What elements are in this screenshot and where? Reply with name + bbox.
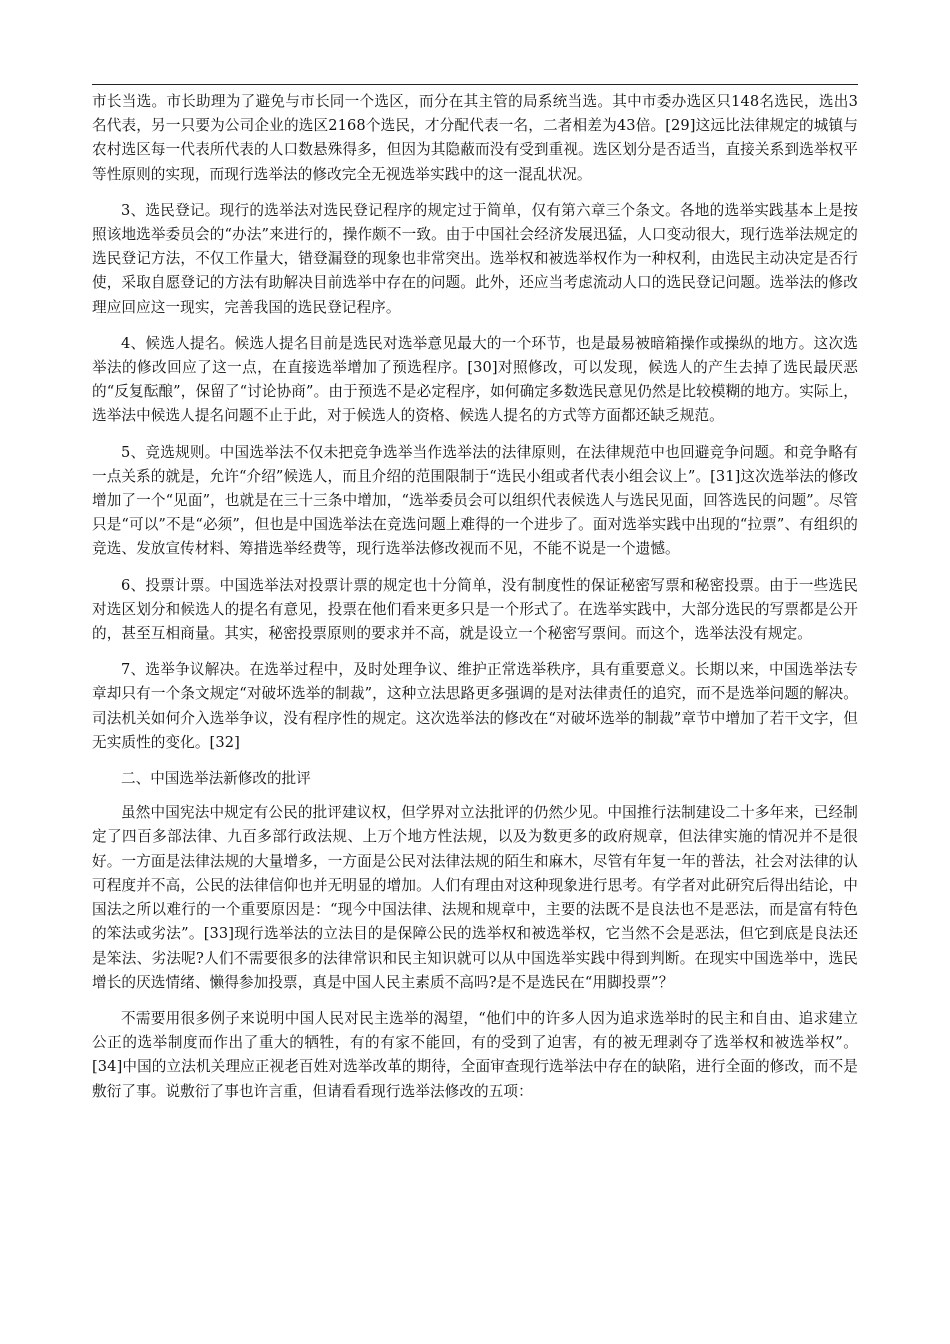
- document-body: [92, 90, 858, 1116]
- paragraph-criticism-2: 不需要用很多例子来说明中国人民对民主选举的渴望，“他们中的许多人因为追求选举时的民主和自由、追求建立公正的选举制度而作出了重大的牺牲，有的有家不能回，有的受到了迫害，有的被无理剥夺了选举权和被选举权”。[34]中国的立法机关理应正视老百姓对选举改革的期待，全面审查现行选举法中存在的缺陷，进行全面的修改，而不是敷衍了事。说敷衍了事也许言重，但请看看现行选举法修改的五项：: [92, 1009, 858, 1100]
- paragraph-voter-registration: 3、选民登记。现行的选举法对选民登记程序的规定过于简单，仅有第六章三个条文。各地的选举实践基本上是按照该地选举委员会的“办法”来进行的，操作颇不一致。由于中国社会经济发展迅猛，人口变动很大，现行选举法规定的选民登记方法，不仅工作量大，错登漏登的现象也非常突出。选举权和被选举权作为一种权利，由选民主动决定是否行使，采取自愿登记的方法有助解决目前选举中存在的问题。此外，还应当考虑流动人口的选民登记问题。选举法的修改理应回应这一现实，完善我国的选民登记程序。: [92, 201, 858, 316]
- paragraph-candidate-nomination: 4、候选人提名。候选人提名目前是选民对选举意见最大的一个环节，也是最易被暗箱操作或操纵的地方。这次选举法的修改回应了这一点，在直接选举增加了预选程序。[30]对照修改，可以发现，候选人的产生去掉了选民最厌恶的“反复酝酿”，保留了“讨论协商”。由于预选不是必定程序，如何确定多数选民意见仍然是比较模糊的地方。实际上，选举法中候选人提名问题不止于此，对于候选人的资格、候选人提名的方式等方面都还缺乏规范。: [92, 334, 858, 425]
- paragraph-criticism-1: 虽然中国宪法中规定有公民的批评建议权，但学界对立法批评的仍然少见。中国推行法制建设二十多年来，已经制定了四百多部法律、九百多部行政法规、上万个地方性法规，以及为数更多的政府规章，但法律实施的情况并不是很好。一方面是法律法规的大量增多，一方面是公民对法律法规的陌生和麻木，尽管有年复一年的普法，社会对法律的认可程度并不高，公民的法律信仰也并无明显的增加。人们有理由对这种现象进行思考。有学者对此研究后得出结论，中国法之所以难行的一个重要原因是：“现今中国法律、法规和规章中，主要的法既不是良法也不是恶法，而是富有特色的笨法或劣法”。[33]现行选举法的立法目的是保障公民的选举权和被选举权，它当然不会是恶法，但它到底是良法还是笨法、劣法呢?人们不需要很多的法律常识和民主知识就可以从中国选举实践中得到判断。在现实中国选举中，选民增长的厌选情绪、懒得参加投票，真是中国人民主素质不高吗?是不是选民在“用脚投票”？: [92, 804, 858, 991]
- paragraph-dispute-resolution: 7、选举争议解决。在选举过程中，及时处理争议、维护正常选举秩序，具有重要意义。长期以来，中国选举法专章却只有一个条文规定“对破坏选举的制裁”，这种立法思路更多强调的是对法律责任的追究，而不是选举问题的解决。司法机关如何介入选举争议，没有程序性的规定。这次选举法的修改在“对破坏选举的制裁”章节中增加了若干文字，但无实质性的变化。[32]: [92, 661, 858, 751]
- paragraph-districts-cont: 市长当选。市长助理为了避免与市长同一个选区，而分在其主管的局系统当选。其中市委办选区只148名选民，选出3名代表，另一只要为公司企业的选区2168个选民，才分配代表一名，二者相差为43倍。[29]这远比法律规定的城镇与农村选区每一代表所代表的人口数悬殊得多，但因为其隐蔽而没有受到重视。选区划分是否适当，直接关系到选举权平等性原则的实现，而现行选举法的修改完全无视选举实践中的这一混乱状况。: [92, 93, 858, 183]
- paragraph-campaign-rules: 5、竞选规则。中国选举法不仅未把竞争选举当作选举法的法律原则，在法律规范中也回避竞争问题。和竞争略有一点关系的就是，允许“介绍”候选人，而且介绍的范围限制于“选民小组或者代表小组会议上”。[31]这次选举法的修改增加了一个“见面”，也就是在三十三条中增加，“选举委员会可以组织代表候选人与选民见面，回答选民的问题”。尽管只是“可以”不是“必须”，但也是中国选举法在竞选问题上难得的一个进步了。面对选举实践中出现的“拉票”、有组织的竞选、发放宣传材料、筹措选举经费等，现行选举法修改视而不见，不能不说是一个遗憾。: [92, 443, 858, 558]
- paragraph-voting-counting: 6、投票计票。中国选举法对投票计票的规定也十分简单，没有制度性的保证秘密写票和秘密投票。由于一些选民对选区划分和候选人的提名有意见，投票在他们看来更多只是一个形式了。在选举实践中，大部分选民的写票都是公开的，甚至互相商量。其实，秘密投票原则的要求并不高，就是设立一个秘密写票间。而这个，选举法没有规定。: [92, 576, 858, 643]
- header-rule: [92, 84, 858, 85]
- section-heading: 二、中国选举法新修改的批评: [121, 770, 311, 788]
